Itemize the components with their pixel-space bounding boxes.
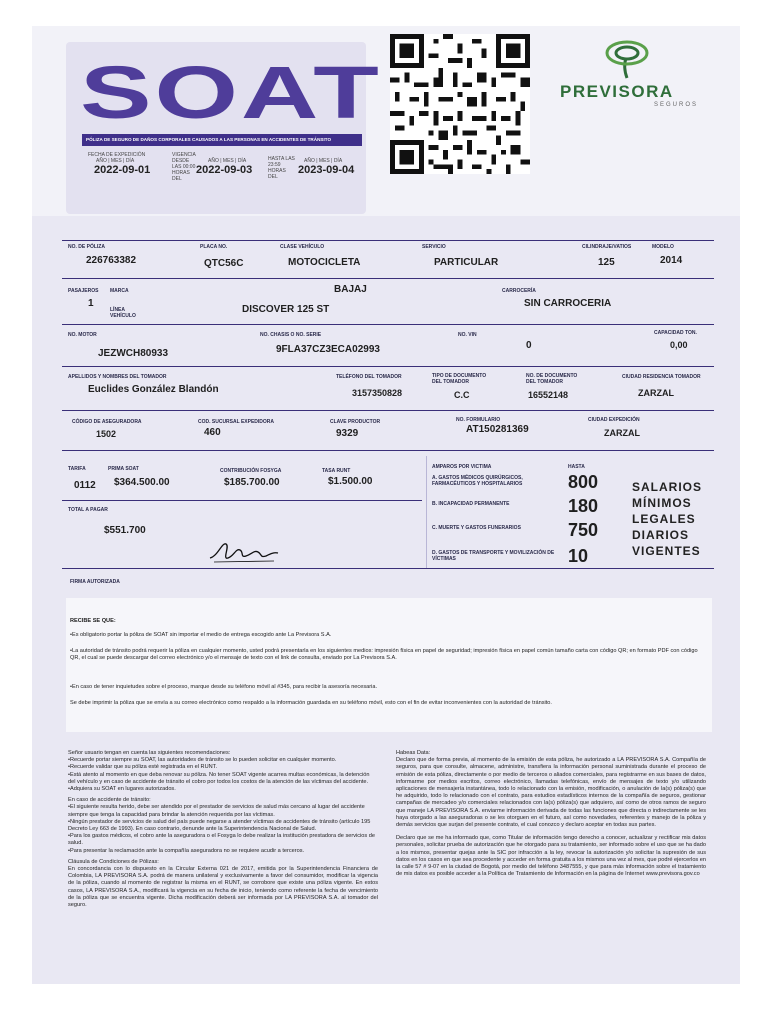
salarios-word: DIARIOS: [632, 528, 690, 542]
soat-logo: SOAT: [80, 51, 382, 134]
capacidad-label: CAPACIDAD TON.: [654, 330, 697, 336]
recommendations-column: [68, 750, 378, 909]
ciudad-exp-label: CIUDAD EXPEDICIÓN: [588, 417, 640, 423]
habeas-text: Declaro que de forma previa, al momento de la emisión de esta póliza, he autorizado a LA PREVISORA S.A. Compañía de seguros, para que consulte, almacene, administre, transfiera la información personal suministrada durante el proceso de emisión de esta póliza, directamente o por medio de terceros o aliados comerciales, para registrarme en sus bases de datos, informarme por medios escritos, correo electrónico, llamadas telefónicas, envío de mensajes de texto y/o utilizando aplicaciones de mensajería instantánea, todo lo relacionado con la emisión, modificación, o anulación de la(s) póliza(s) que he adquirido, todo lo relacionado con el contrato, para estudios estadísticos internos de la compañía de seguros, gestionar campañas de mercadeo y/o comerciales relacionados con la(s) póliza(s) que adquiero, así como de otros ramos de seguro que maneje LA PREVISORA S.A. enviarme información derivada de todas las funciones que directa o indirectamente se les haya otorgado a las aseguradoras o se les otorguen en el futuro, así como novedades, referentes y manejo de la póliza y demás servicios que surjan del presente contrato, el cual conozco y declaro aceptar en todas sus partes.: [396, 757, 706, 829]
linea-value: DISCOVER 125 ST: [242, 304, 330, 315]
recibe-paragraph: •En caso de tener inquietudes sobre el proceso, marque desde su teléfono móvil al #345, para recibir la asesoría necesaria.: [70, 684, 377, 690]
recommendation-item: •Está atento al momento en que deba renovar su póliza. No tener SOAT vigente acarrea multas económicas, la detención del vehículo y en caso de accidente de tránsito el cobro por todos los costos de la atención de las víctimas del accidente.: [68, 771, 370, 785]
form-divider: [62, 324, 714, 325]
poliza-label: NO. DE PÓLIZA: [68, 244, 105, 250]
ciudad-res-value: ZARZAL: [638, 388, 674, 398]
insurer-name: PREVISORA: [560, 82, 674, 101]
coverage-item-value: 750: [568, 520, 599, 540]
coverage-divider: [426, 456, 427, 568]
fecha-expedicion-label: FECHA DE EXPEDICIÓN: [88, 152, 146, 158]
recibe-title: RECIBE SE QUE:: [70, 618, 116, 624]
vin-label: NO. VIN: [458, 332, 477, 338]
ciudad-exp-value: ZARZAL: [604, 428, 640, 438]
clausula-title: Cláusula de Condiciones de Pólizas:: [68, 858, 159, 865]
tomador-value: Euclides González Blandón: [88, 384, 219, 395]
coverage-item-value: 800: [568, 472, 599, 492]
recibe-paragraph: Se debe imprimir la póliza que se envía a su correo electrónico como respaldo a la información guardada en su teléfono móvil, esto con el fin de evitar inconvenientes con la autoridad de tránsito.: [70, 700, 552, 706]
formulario-label: NO. FORMULARIO: [456, 417, 501, 423]
salarios-word: MÍNIMOS: [632, 496, 692, 510]
accidente-item: •Ningún prestador de servicios de salud del país puede negarse a atender víctimas de accidentes de tránsito (artículo 195 Decreto Ley 663 de 1993). En caso contrario, denunde ante la Superintendencia Nacional de Salud.: [68, 818, 371, 833]
form-divider: [62, 450, 714, 451]
pasajeros-value: 1: [88, 298, 94, 309]
coverage-item-label: D. GASTOS DE TRANSPORTE Y MOVILIZACIÓN DE VÍCTIMAS: [432, 550, 555, 562]
chasis-label: NO. CHASIS O NO. SERIE: [260, 332, 322, 338]
signature-icon: [204, 534, 284, 568]
marca-value: BAJAJ: [334, 284, 367, 295]
recommendation-item: •Recuerde validar que su póliza esté registrada en el RUNT.: [68, 764, 218, 771]
fecha-expedicion: 2022-09-01: [94, 164, 151, 176]
date-hint: AÑO | MES | DÍA: [304, 158, 343, 164]
habeas-text: Declaro que se me ha informado que, como Titular de información tengo derecho a conocer, actualizar y rectificar mis datos personales, solicitar prueba de autorización que he otorgado para su tratamiento, ser informado sobre el uso que se ha dado a los mismos, presentar quejas ante la SIC por infracción a la ley, revocar la autorización y/o solicitar la supresión de sus datos en los casos en que sea procedente y acceder en forma gratuita a los mismos una vez al mes, que podré ejercerlos en la calle 57 # 9-07 en la ciudad de Bogotá, por medio del teléfono 3487555, y que para más información sobre el tratamiento de mis datos es posible acceder a la Política de Tratamiento de Información en la página de Internet www.previsora.gov.co: [396, 835, 707, 878]
amparos-label: AMPAROS POR VICTIMA: [432, 464, 492, 470]
marca-label: MARCA: [110, 288, 129, 294]
salarios-word: LEGALES: [632, 512, 696, 526]
tipo-doc-value: C.C: [454, 390, 470, 400]
soat-document: [32, 26, 740, 984]
date-hint: AÑO | MES | DÍA: [208, 158, 247, 164]
cilindraje-value: 125: [598, 257, 615, 268]
servicio-value: PARTICULAR: [434, 257, 499, 268]
cod-aseg-value: 1502: [96, 429, 117, 439]
servicio-label: SERVICIO: [422, 244, 446, 250]
placa-label: PLACA NO.: [200, 244, 228, 250]
coverage-item-label: B. INCAPACIDAD PERMANENTE: [432, 501, 510, 507]
num-doc-value: 16552148: [528, 390, 569, 400]
cilindraje-label: CILINDRAJE/VATIOS: [582, 244, 632, 250]
accidente-item: •Para los gastos médicos, el cobro ante la aseguradora o el Fosyga lo debe realizar la institución prestadora de servicios de salud.: [68, 833, 375, 847]
clausula-text: En concordancia con lo dispuesto en la Circular Externa 021 de 2017, emitida por la Superintendencia Financiera de Colombia, LA PREVISORA S.A. podrá de manera unilateral y exclusivamente a favor del consumidor, modificar la vigencia de la póliza, cuando al momento de registrar la misma en el RUNT, se corrobore que existe una póliza vigente. En estos casos, LA PREVISORA S.A., modificará la vigencia en su fecha de inicio, teniendo como referente la fecha de vencimiento de la póliza que se encuentra vigente. Dicha modificación deberá ser informada por LA PREVISORA S.A. al tomador del seguro.: [68, 866, 378, 909]
form-divider: [62, 240, 714, 241]
tipo-doc-label: TIPO DE DOCUMENTO DEL TOMADOR: [432, 373, 487, 385]
vigencia-desde: 2022-09-03: [196, 164, 253, 176]
hasta-label: HASTA LAS 23:59 HORAS DEL: [268, 156, 295, 180]
vigencia-hasta: 2023-09-04: [298, 164, 355, 176]
tomador-label: APELLIDOS Y NOMBRES DEL TOMADOR: [68, 374, 167, 380]
total-label: TOTAL A PAGAR: [68, 507, 108, 513]
coverage-item-label: A. GASTOS MÉDICOS QUIRÚRGICOS, FARMACÉUTICOS Y HOSPITALARIOS: [432, 475, 523, 487]
salarios-word: VIGENTES: [632, 544, 701, 558]
runt-value: $1.500.00: [328, 476, 373, 487]
ciudad-res-label: CIUDAD RESIDENCIA TOMADOR: [622, 374, 701, 380]
accidente-title: En caso de accidente de tránsito:: [68, 797, 151, 804]
total-value: $551.700: [104, 525, 146, 536]
num-doc-label: NO. DE DOCUMENTO DEL TOMADOR: [526, 373, 578, 385]
recommendation-item: •Recuerde portar siempre su SOAT, las autoridades de tránsito se lo pueden solicitar en cualquier momento.: [68, 757, 337, 764]
form-divider: [62, 410, 714, 411]
linea-label: LÍNEA VEHÍCULO: [110, 307, 136, 319]
cod-suc-value: 460: [204, 427, 221, 438]
payment-divider: [62, 500, 422, 501]
prima-value: $364.500.00: [114, 477, 170, 488]
vigencia-label: VIGENCIA DESDE LAS 00:00 HORAS DEL: [172, 152, 196, 182]
clase-value: MOTOCICLETA: [288, 257, 361, 268]
carroceria-label: CARROCERÍA: [502, 288, 536, 294]
prima-label: PRIMA SOAT: [108, 466, 139, 472]
tarifa-label: TARIFA: [68, 466, 86, 472]
runt-label: TASA RUNT: [322, 468, 351, 474]
motor-value: JEZWCH80933: [98, 348, 169, 359]
telefono-label: TELÉFONO DEL TOMADOR: [336, 374, 402, 380]
recommendation-item: •Adquiera su SOAT en lugares autorizados.: [68, 786, 176, 793]
telefono-value: 3157350828: [352, 388, 403, 398]
form-divider: [62, 568, 714, 569]
cod-suc-label: COD. SUCURSAL EXPEDIDORA: [198, 419, 275, 425]
salarios-word: SALARIOS: [632, 480, 703, 494]
modelo-label: MODELO: [652, 244, 674, 250]
insurer-sub: SEGUROS: [654, 102, 699, 108]
cod-aseg-label: CÓDIGO DE ASEGURADORA: [72, 419, 142, 425]
clave-value: 9329: [336, 428, 359, 439]
policy-subtitle: PÓLIZA DE SEGURO DE DAÑOS CORPORALES CAUSADOS A LAS PERSONAS EN ACCIDENTES DE TRÁNSITO: [82, 134, 362, 146]
previsora-logo-icon: [604, 40, 650, 80]
firma-label: FIRMA AUTORIZADA: [70, 579, 120, 585]
recommendations-intro: Señor usuario tengan en cuenta las siguientes recomendaciones:: [68, 750, 231, 756]
qr-code: [390, 34, 530, 174]
accidente-item: •Para presentar la reclamación ante la compañía aseguradora no se requiere acudir a terceros.: [68, 847, 305, 854]
carroceria-value: SIN CARROCERIA: [524, 298, 612, 309]
accidente-item: •El siguiente resulta herido, debe ser atendido por el prestador de servicios de salud más cercano al lugar del accidente siempre que tenga la capacidad para brindar la atención requerida por las víctimas.: [68, 804, 365, 818]
habeas-title: Habeas Data:: [396, 750, 431, 756]
chasis-value: 9FLA37CZ3ECA02993: [276, 344, 380, 355]
poliza-number: 226763382: [86, 255, 137, 266]
fosyga-value: $185.700.00: [224, 477, 280, 488]
coverage-item-value: 10: [568, 546, 589, 566]
motor-label: NO. MOTOR: [68, 332, 97, 338]
fosyga-label: CONTRIBUCIÓN FOSYGA: [220, 468, 282, 474]
formulario-value: AT150281369: [466, 424, 529, 435]
hasta-label: HASTA: [568, 464, 585, 470]
coverage-item-label: C. MUERTE Y GASTOS FUNERARIOS: [432, 525, 521, 531]
clase-label: CLASE VEHÍCULO: [280, 244, 325, 250]
modelo-value: 2014: [660, 255, 683, 266]
habeas-column: [396, 750, 706, 878]
recibe-paragraph: •Es obligatorio portar la póliza de SOAT sin importar el medio de entrega escogido ante La Previsora S.A.: [70, 632, 332, 638]
form-divider: [62, 278, 714, 279]
date-hint: AÑO | MES | DÍA: [96, 158, 135, 164]
placa-value: QTC56C: [204, 258, 244, 269]
clave-label: CLAVE PRODUCTOR: [330, 419, 381, 425]
tarifa-value: 0112: [74, 480, 96, 491]
form-divider: [62, 366, 714, 367]
vin-value: 0: [526, 340, 532, 351]
capacidad-value: 0,00: [670, 340, 688, 350]
recibe-paragraph: •La autoridad de tránsito podrá requerir la póliza en cualquier momento, usted podrá presentarla en los siguientes medios: impresión física en papel de seguridad; impresión física en papel común tamaño carta con código QR; en formato PDF con código QR, el cual se puede descargar del correo electrónico y/o el mensaje de texto con el link de consulta, enviado por La Previsora S.A.: [70, 648, 698, 661]
coverage-item-value: 180: [568, 496, 599, 516]
pasajeros-label: PASAJEROS: [68, 288, 99, 294]
